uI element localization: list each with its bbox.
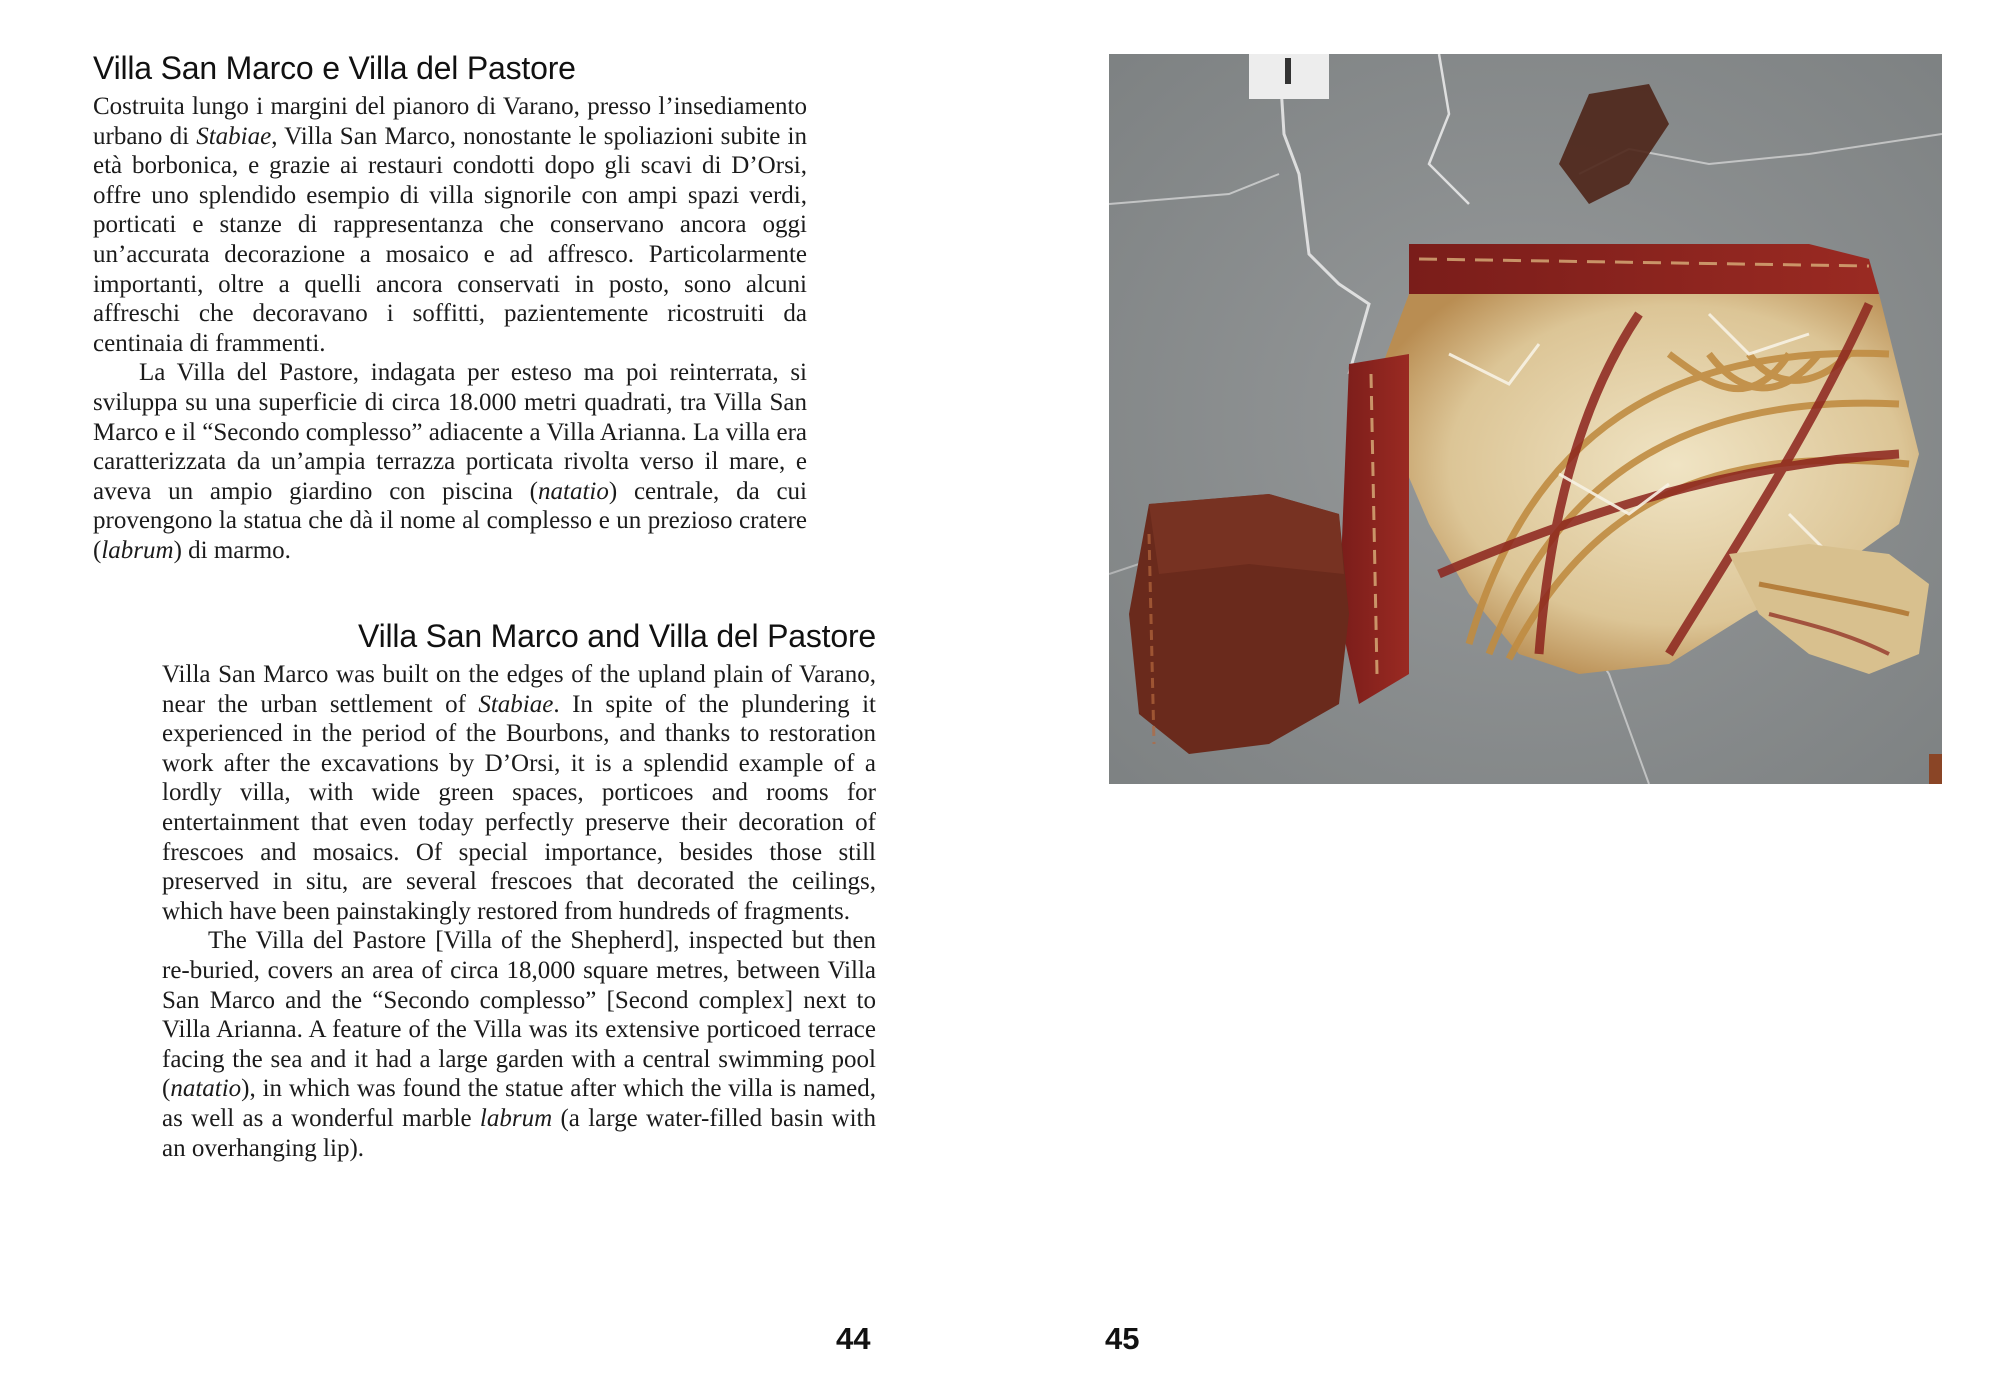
italian-paragraph-2: La Villa del Pastore, indagata per esteso ma poi reinterrata, si sviluppa su una superficie di circa 18.000 metri quadrati, tra Villa San Marco e il “Secondo complesso” adiacente a Villa Arianna. La villa era caratterizzata da un’ampia terrazza porticata rivolta verso il mare, e aveva un ampio giardino con piscina (natatio) centrale, da cui provengono la statua che dà il nome al complesso e un prezioso cratere (labrum) di marmo.: [93, 359, 807, 564]
english-body: [162, 660, 876, 1163]
english-section: [162, 618, 876, 1163]
english-paragraph-2: The Villa del Pastore [Villa of the Shepherd], inspected but then re-buried, covers an area of circa 18,000 square metres, between Villa San Marco and the “Secondo complesso” [Second complex] next to Villa Arianna. A feature of the Villa was its extensive porticoed terrace facing the sea and it had a large garden with a central swimming pool (natatio), in which was found the statue after which the villa is named, as well as a wonderful marble labrum (a large water-filled basin with an overhanging lip).: [162, 927, 876, 1162]
italian-body: [93, 92, 807, 566]
italian-paragraph-1: Costruita lungo i margini del pianoro di Varano, presso l’insediamento urbano di Stabiae, Villa San Marco, nonostante le spoliazioni subite in età borbonica, e grazie ai restauri condotti dopo gli scavi di D’Orsi, offre uno splendido esempio di villa signorile con ampi spazi verdi, porticati e stanze di rappresentanza che conservano ancora oggi un’accurata decorazione a mosaico e ad affresco. Particolarmente importanti, oltre a quelli ancora conservati in posto, sono alcuni affreschi che decoravano i soffitti, pazientemente ricostruiti da centinaia di frammenti.: [93, 93, 807, 357]
italian-heading: Villa San Marco e Villa del Pastore: [93, 50, 576, 86]
right-page: [995, 0, 1990, 1400]
page-number-left: 44: [836, 1321, 871, 1356]
page-number-right: 45: [1105, 1321, 1140, 1356]
english-paragraph-1: Villa San Marco was built on the edges of the upland plain of Varano, near the urban settlement of Stabiae. In spite of the plundering it experienced in the period of the Bourbons, and thanks to restoration work after the excavations by D’Orsi, it is a splendid example of a lordly villa, with wide green spaces, porticoes and rooms for entertainment that even today perfectly preserve their decoration of frescoes and mosaics. Of special importance, besides those still preserved in situ, are several frescoes that decorated the ceilings, which have been painstakingly restored from hundreds of fragments.: [162, 661, 876, 925]
english-heading: Villa San Marco and Villa del Pastore: [358, 618, 876, 654]
italian-section: [93, 50, 807, 566]
fresco-image: [1109, 54, 1942, 784]
fresco-photo: [1109, 54, 1942, 784]
